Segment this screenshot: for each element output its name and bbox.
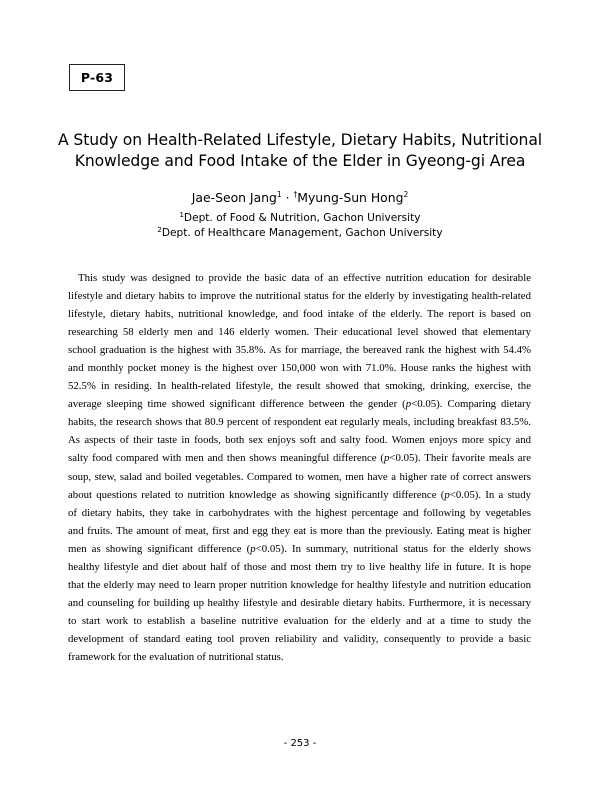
paper-title-line-1: A Study on Health-Related Lifestyle, Dietary Habits, Nutritional xyxy=(57,131,543,149)
abstract-line: healthy lifestyle and diet about half of those and most them try to live healthy life in future. It is hope xyxy=(68,560,531,573)
affiliation xyxy=(0,211,600,225)
abstract-line: researching 58 elderly men and 146 elderly women. Their educational level showed that elementary xyxy=(68,326,531,339)
corresponding-author-mark: † xyxy=(293,190,298,199)
author-separator: · xyxy=(281,190,294,205)
page-number: - 253 - xyxy=(283,738,317,749)
abstract-line: soup, stew, salad and boiled vegetables. Compared to women, men have a higher rate of correct answers xyxy=(68,470,531,483)
abstract-line: that the elderly may need to learn proper nutrition knowledge for healthy lifestyle and nutrition education xyxy=(68,578,531,591)
abstract-line: about questions related to nutrition knowledge as showing significantly difference (p<0.05). In a study xyxy=(68,488,531,501)
affiliation-text: Dept. of Food & Nutrition, Gachon University xyxy=(183,212,421,224)
abstract-line: development of standard eating tool proven reliability and validity, consequently to provide a basic xyxy=(68,632,531,645)
affiliation-number: 1 xyxy=(179,211,184,219)
abstract-line: and counseling for building up healthy lifestyle and desirable dietary habits. Furthermore, it is necessary xyxy=(68,596,531,609)
abstract-line: men as showing significant difference (p<0.05). In summary, nutritional status for the elderly shows xyxy=(68,542,531,555)
abstract-line: lifestyle, dietary habits, nutritional knowledge, and food intake of the elderly. The report is based on xyxy=(68,308,531,321)
abstract-line: to start work to establish a baseline nutritive evaluation for the elderly and at a time to study the xyxy=(68,614,531,627)
abstract-line: This study was designed to provide the basic data of an effective nutrition education for desirable xyxy=(78,272,531,284)
abstract-line: lifestyle and dietary habits to improve the nutritional status for the elderly by investigating health-related xyxy=(68,290,531,303)
abstract-line: As aspects of their taste in foods, both sex enjoys soft and salty food. Women enjoys more spicy and xyxy=(68,434,531,447)
author-affiliation-mark: 2 xyxy=(403,190,409,199)
paper-title-line-2: Knowledge and Food Intake of the Elder in Gyeong-gi Area xyxy=(74,152,526,170)
abstract-line: 52.5% in residing. In health-related lifestyle, the result showed that smoking, drinking, exercise, the xyxy=(68,380,531,393)
author-name: Jae-Seon Jang xyxy=(191,190,277,205)
author-name: Myung-Sun Hong xyxy=(297,190,404,205)
affiliation-text: Dept. of Healthcare Management, Gachon University xyxy=(161,227,443,239)
abstract-line: of dietary habits, they take in carbohydrates with the highest percentage and following by vegetables xyxy=(68,506,531,519)
abstract-line: school graduation is the highest with 35.8%. As for marriage, the bereaved rank the highest with 54.4% xyxy=(68,344,531,357)
poster-number-badge: P-63 xyxy=(69,64,125,91)
abstract-line: salty food compared with men and then shows meaningful difference (p<0.05). Their favorite meals are xyxy=(68,452,531,465)
paper-title xyxy=(30,130,570,172)
abstract-line: and monthly pocket money is the highest over 150,000 won with 71.0%. House ranks the highest with xyxy=(68,362,531,375)
abstract-body xyxy=(68,269,531,666)
affiliation xyxy=(0,226,600,240)
abstract-line: framework for the evaluation of nutritional status. xyxy=(68,650,284,663)
author-affiliation-mark: 1 xyxy=(276,190,282,199)
abstract-line: average sleeping time showed significant difference between the gender (p<0.05). Comparing dietary xyxy=(68,398,531,411)
abstract-line: and fruits. The amount of meat, first and egg they eat is more than the previously. Eating meat is higher xyxy=(68,524,531,537)
author-list xyxy=(0,190,600,206)
abstract-line: habits, the research shows that 80.9 percent of respondent eat regularly meals, including breakfast 83.5%. xyxy=(68,416,531,429)
affiliation-number: 2 xyxy=(157,226,162,234)
